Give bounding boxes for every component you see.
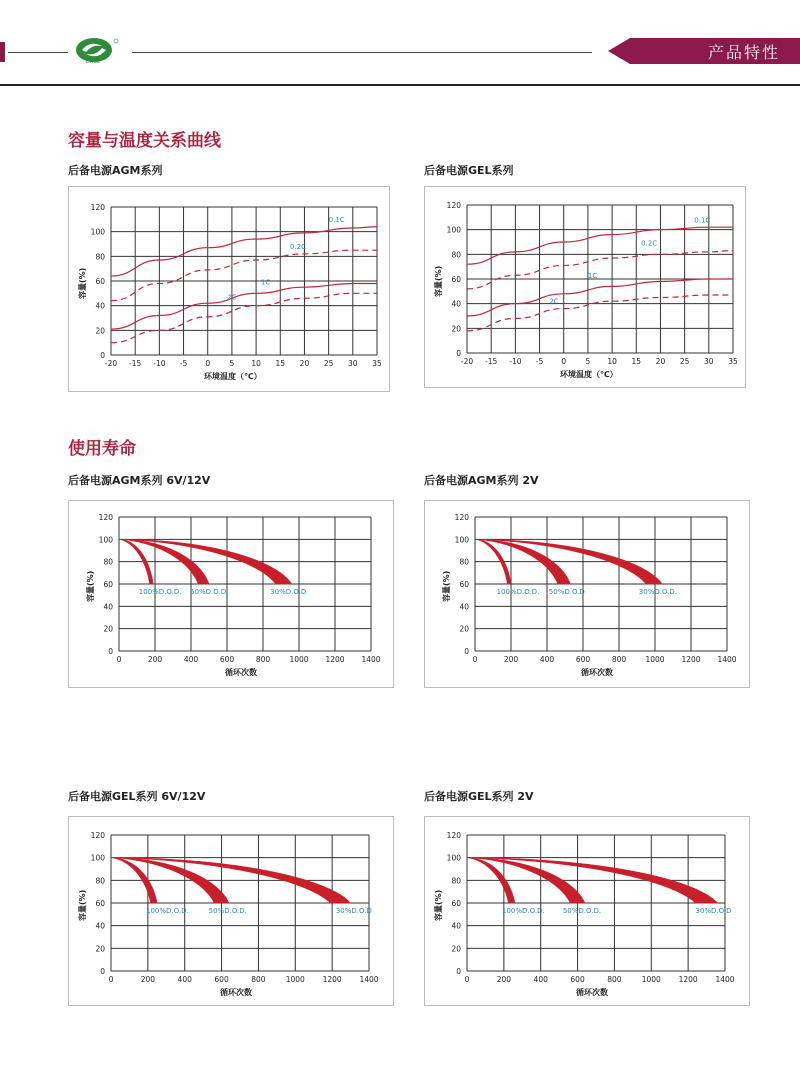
series-line-1C	[467, 279, 733, 316]
y-tick-label: 80	[95, 252, 105, 262]
y-axis-label: 容量(%)	[434, 889, 443, 921]
x-tick-label: -10	[509, 357, 522, 366]
chart-title-gel-life-6v: 后备电源GEL系列 6V/12V	[68, 790, 206, 803]
chart-title-agm-temp: 后备电源AGM系列	[68, 164, 163, 177]
x-tick-label: -15	[129, 359, 142, 368]
x-tick-label: 800	[611, 655, 627, 664]
series-line-1C	[111, 283, 377, 329]
chart-panel-gel-temp	[424, 186, 746, 388]
x-tick-label: 400	[533, 975, 548, 984]
x-tick-label: 20	[299, 359, 310, 368]
chart-gel-life-2v	[425, 817, 749, 1005]
x-tick-label: 1000	[645, 655, 665, 664]
brand-logo	[72, 36, 130, 66]
series-label: 0.1C	[328, 215, 345, 224]
x-tick-label: 1000	[641, 975, 661, 984]
series-label: 0.2C	[289, 242, 306, 251]
y-tick-label: 60	[459, 580, 469, 589]
series-line-02C	[111, 250, 377, 301]
x-tick-label: 400	[177, 975, 192, 984]
y-tick-label: 100	[98, 535, 113, 545]
y-tick-label: 40	[95, 301, 105, 311]
y-tick-label: 100	[446, 853, 461, 863]
series-line-01C	[467, 227, 733, 264]
x-tick-label: 0	[464, 975, 470, 984]
life-band-label: 30%D.O.D	[335, 907, 372, 915]
x-axis-label: 环境温度（℃）	[560, 370, 618, 379]
x-axis-label: 循环次数	[581, 668, 613, 677]
y-tick-label: 0	[108, 647, 113, 656]
x-tick-label: 5	[229, 359, 235, 368]
y-tick-label: 40	[451, 299, 461, 309]
x-tick-label: 1400	[361, 655, 381, 664]
x-tick-label: 0	[472, 655, 478, 664]
x-tick-label: 600	[570, 975, 585, 984]
x-tick-label: 1200	[322, 975, 342, 984]
chart-gel-temp	[425, 187, 745, 387]
y-tick-label: 0	[100, 351, 105, 360]
y-tick-label: 0	[100, 967, 105, 976]
y-tick-label: 20	[459, 624, 469, 634]
y-tick-label: 120	[90, 203, 105, 212]
y-tick-label: 40	[459, 602, 469, 612]
x-tick-label: 600	[214, 975, 229, 984]
life-band-label: 100%D.O.D.	[496, 588, 540, 596]
series-line-2C	[467, 295, 733, 331]
x-tick-label: -10	[153, 359, 166, 368]
x-tick-label: 15	[275, 359, 286, 368]
x-tick-label: 30	[704, 357, 714, 366]
y-axis-label: 容量(%)	[78, 889, 87, 921]
y-tick-label: 20	[103, 624, 113, 634]
chart-panel-agm-temp	[68, 186, 390, 392]
chart-panel-gel-life-6v	[68, 816, 394, 1006]
y-tick-label: 40	[103, 602, 113, 612]
series-label: 1C	[587, 271, 598, 280]
x-tick-label: 15	[631, 357, 642, 366]
y-tick-label: 0	[456, 967, 461, 976]
x-tick-label: 1200	[325, 655, 345, 664]
y-tick-label: 40	[95, 921, 105, 931]
x-tick-label: 800	[607, 975, 622, 984]
x-tick-label: -15	[485, 357, 498, 366]
x-tick-label: 1400	[359, 975, 379, 984]
x-tick-label: 0	[116, 655, 122, 664]
x-tick-label: 5	[585, 357, 591, 366]
y-tick-label: 40	[451, 921, 461, 931]
chart-panel-agm-life-2v	[424, 500, 750, 688]
chart-title-agm-life-2v: 后备电源AGM系列 2V	[424, 474, 539, 487]
x-tick-label: -5	[535, 357, 544, 366]
y-tick-label: 120	[454, 513, 469, 522]
x-tick-label: 200	[496, 975, 512, 984]
y-tick-label: 100	[90, 853, 105, 863]
x-tick-label: -5	[179, 359, 188, 368]
section-title-life: 使用寿命	[68, 439, 136, 459]
x-axis-label: 循环次数	[220, 988, 252, 997]
y-tick-label: 20	[451, 324, 461, 334]
x-tick-label: 800	[255, 655, 271, 664]
series-line-2C	[111, 293, 377, 342]
x-tick-label: 200	[147, 655, 163, 664]
life-band-label: 50%D.O.D	[548, 588, 585, 596]
y-tick-label: 60	[95, 277, 105, 286]
x-tick-label: 1400	[717, 655, 737, 664]
x-tick-label: 600	[219, 655, 235, 664]
x-tick-label: 20	[655, 357, 666, 366]
y-tick-label: 80	[451, 250, 461, 260]
x-axis-label: 循环次数	[225, 668, 257, 677]
x-tick-label: 400	[183, 655, 199, 664]
x-axis-label: 循环次数	[576, 988, 608, 997]
y-tick-label: 120	[446, 201, 461, 210]
x-tick-label: -20	[460, 357, 474, 366]
y-tick-label: 60	[95, 899, 105, 908]
x-tick-label: 10	[251, 359, 261, 368]
life-band-label: 100%D.O.D.	[502, 907, 545, 915]
chart-panel-gel-life-2v	[424, 816, 750, 1006]
chart-gel-life-6v	[69, 817, 393, 1005]
x-tick-label: 1000	[285, 975, 305, 984]
y-tick-label: 60	[103, 580, 113, 589]
y-axis-label: 容量(%)	[78, 267, 87, 299]
x-tick-label: 1400	[715, 975, 735, 984]
header-rule-right	[132, 52, 592, 53]
y-tick-label: 60	[451, 899, 461, 908]
x-tick-label: 200	[503, 655, 519, 664]
y-tick-label: 100	[446, 225, 461, 235]
series-label: 2C	[227, 293, 237, 302]
y-tick-label: 0	[456, 349, 461, 358]
x-tick-label: 1200	[681, 655, 701, 664]
x-axis-label: 环境温度（℃）	[204, 372, 262, 381]
chart-title-gel-life-2v: 后备电源GEL系列 2V	[424, 790, 534, 803]
x-tick-label: 0	[205, 359, 211, 368]
y-tick-label: 120	[446, 831, 461, 840]
y-tick-label: 80	[95, 876, 105, 886]
life-band-label: 30%D.O.D	[270, 588, 307, 596]
chart-title-agm-life-6v: 后备电源AGM系列 6V/12V	[68, 474, 211, 487]
y-tick-label: 100	[90, 227, 105, 237]
y-tick-label: 20	[451, 944, 461, 954]
chart-agm-temp	[69, 187, 389, 391]
section-title-capacity-temp: 容量与温度关系曲线	[68, 131, 221, 151]
life-band-label: 50%D.O.D.	[562, 907, 602, 915]
x-tick-label: 200	[140, 975, 156, 984]
x-tick-label: 25	[323, 359, 334, 368]
series-label: 1C	[260, 278, 271, 287]
y-tick-label: 80	[103, 557, 113, 567]
x-tick-label: 600	[575, 655, 591, 664]
y-tick-label: 100	[454, 535, 469, 545]
header-tag-label: 产品特性	[707, 43, 780, 62]
x-tick-label: 400	[539, 655, 555, 664]
y-tick-label: 20	[95, 944, 105, 954]
x-tick-label: 30	[348, 359, 358, 368]
logo-lettering: DAGE	[86, 59, 101, 65]
x-tick-label: 800	[251, 975, 266, 984]
series-label: 2C	[549, 297, 559, 306]
x-tick-label: 1000	[289, 655, 309, 664]
x-tick-label: 1200	[678, 975, 698, 984]
x-tick-label: -20	[104, 359, 118, 368]
life-band-label: 30%D.O.D.	[638, 588, 678, 596]
x-tick-label: 25	[679, 357, 690, 366]
life-band-label: 50%D.O.D.	[208, 907, 247, 915]
y-tick-label: 120	[98, 513, 113, 522]
chart-title-gel-temp: 后备电源GEL系列	[424, 164, 514, 177]
x-tick-label: 0	[108, 975, 114, 984]
y-tick-label: 60	[451, 275, 461, 284]
left-accent-bar	[0, 42, 5, 62]
header-divider	[0, 84, 800, 86]
y-axis-label: 容量(%)	[434, 265, 443, 297]
header-rule-left	[8, 52, 68, 53]
x-tick-label: 10	[607, 357, 617, 366]
y-tick-label: 80	[451, 876, 461, 886]
x-tick-label: 0	[561, 357, 567, 366]
life-band-label: 100%D.O.D.	[146, 907, 189, 915]
series-line-02C	[467, 251, 733, 289]
y-tick-label: 0	[464, 647, 469, 656]
y-tick-label: 20	[95, 326, 105, 336]
chart-panel-agm-life-6v	[68, 500, 394, 688]
series-label: 0.1C	[694, 216, 711, 225]
y-axis-label: 容量(%)	[86, 570, 95, 602]
life-band-label: 50%D.O.D	[190, 588, 227, 596]
page-header	[0, 0, 800, 100]
life-band-label: 30%D.O.D	[695, 907, 732, 915]
chart-agm-life-2v	[425, 501, 749, 687]
series-label: 0.2C	[641, 239, 658, 248]
y-tick-label: 80	[459, 557, 469, 567]
x-tick-label: 35	[372, 359, 382, 368]
life-band-label: 100%D.O.D.	[138, 588, 182, 596]
y-axis-label: 容量(%)	[442, 570, 451, 602]
chart-agm-life-6v	[69, 501, 393, 687]
y-tick-label: 120	[90, 831, 105, 840]
x-tick-label: 35	[728, 357, 738, 366]
